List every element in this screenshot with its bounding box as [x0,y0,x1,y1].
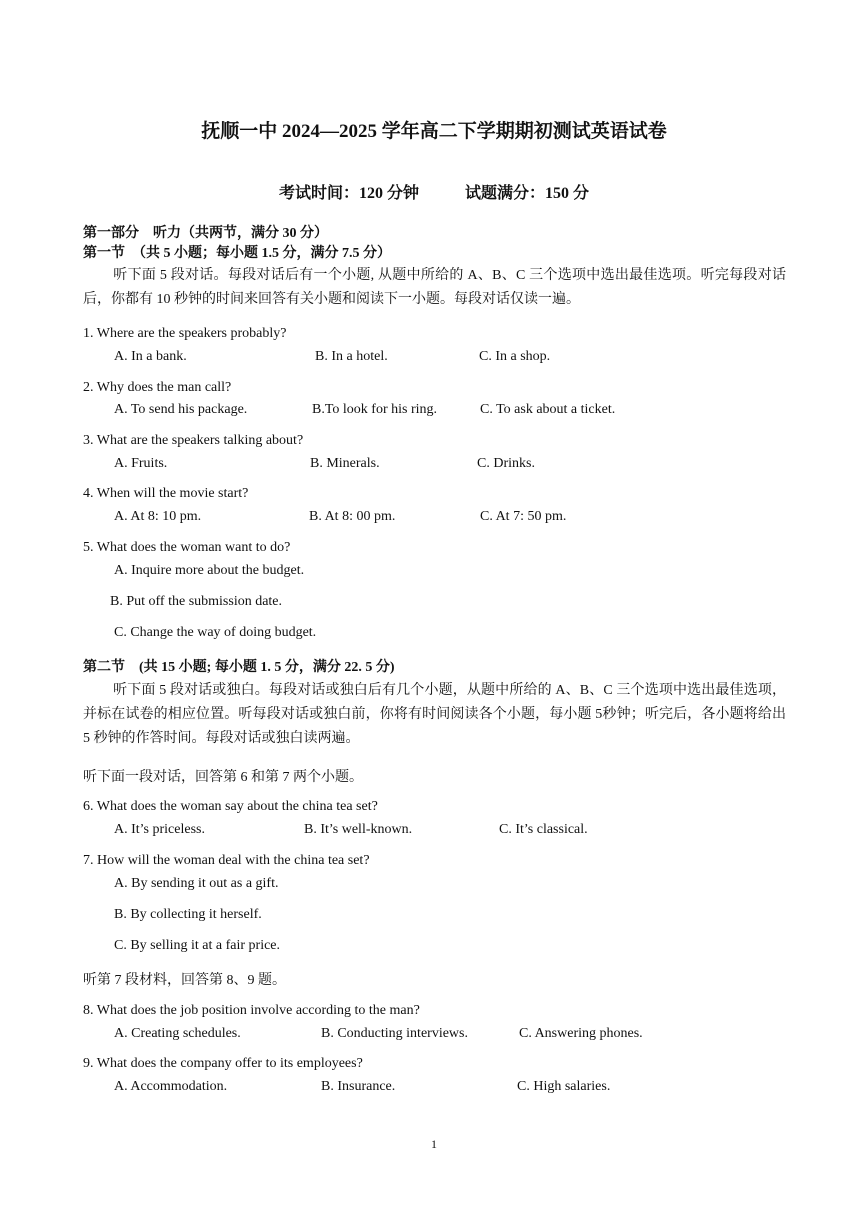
section2-note-1: 听下面一段对话，回答第 6 和第 7 两个小题。 [83,770,363,785]
section2-instruction-text: 听下面 5 段对话或独白。每段对话或独白后有几个小题，从题中所给的 A、B、C 三个选项中选出最佳选项，并标在试卷的相应位置。听每段对话或独白前，你将有时间阅读各个小题，每小题 5秒钟；听完后，各小题将给出 5 秒钟的作答时间。每段对话或独白读两遍。 [83,683,786,746]
option-9a: A. Accommodation. [114,1079,228,1094]
option-8b: B. Conducting interviews. [321,1026,468,1041]
section1-heading: 第一节 （共 5 小题；每小题 1.5 分，满分 7.5 分） [83,246,391,261]
option-3c: C. Drinks. [477,456,535,471]
option-7c: C. By selling it at a fair price. [114,938,281,953]
page-number: 1 [431,1137,437,1151]
option-4b: B. At 8: 00 pm. [309,509,396,524]
option-7a: A. By sending it out as a gift. [114,876,279,891]
section1-instruction [83,264,786,312]
option-7b: B. By collecting it herself. [114,907,262,922]
option-9c: C. High salaries. [517,1079,611,1094]
option-1b: B. In a hotel. [315,349,388,364]
question-6: 6. What does the woman say about the china tea set? [83,799,378,814]
section2-note-2: 听第 7 段材料，回答第 8、9 题。 [83,973,286,988]
question-5: 5. What does the woman want to do? [83,540,291,555]
question-2: 2. Why does the man call? [83,380,232,395]
part1-heading: 第一部分 听力（共两节，满分 30 分） [83,226,328,241]
option-1a: A. In a bank. [114,349,187,364]
option-2a: A. To send his package. [114,402,248,417]
option-3b: B. Minerals. [310,456,380,471]
question-9: 9. What does the company offer to its employees? [83,1056,363,1071]
option-5c: C. Change the way of doing budget. [114,625,317,640]
option-4a: A. At 8: 10 pm. [114,509,202,524]
option-5b: B. Put off the submission date. [110,594,283,609]
question-7: 7. How will the woman deal with the china tea set? [83,853,370,868]
option-5a: A. Inquire more about the budget. [114,563,305,578]
section2-heading: 第二节 (共 15 小题; 每小题 1. 5 分，满分 22. 5 分) [83,660,395,675]
option-4c: C. At 7: 50 pm. [480,509,567,524]
option-6b: B. It’s well-known. [304,822,413,837]
option-8c: C. Answering phones. [519,1026,643,1041]
question-1: 1. Where are the speakers probably? [83,326,287,341]
option-6a: A. It’s priceless. [114,822,205,837]
option-1c: C. In a shop. [479,349,551,364]
option-2b: B.To look for his ring. [312,402,438,417]
exam-title: 抚顺一中 2024—2025 学年高二下学期期初测试英语试卷 [201,121,667,142]
option-6c: C. It’s classical. [499,822,588,837]
option-8a: A. Creating schedules. [114,1026,241,1041]
section2-instruction [83,679,786,751]
question-3: 3. What are the speakers talking about? [83,433,304,448]
full-score: 试题满分：150 分 [465,185,590,202]
option-9b: B. Insurance. [321,1079,396,1094]
question-8: 8. What does the job position involve according to the man? [83,1003,420,1018]
option-2c: C. To ask about a ticket. [480,402,616,417]
exam-time: 考试时间：120 分钟 [278,185,419,202]
question-4: 4. When will the movie start? [83,486,249,501]
option-3a: A. Fruits. [114,456,168,471]
section1-instruction-text: 听下面 5 段对话。每段对话后有一个小题, 从题中所给的 A、B、C 三个选项中选出最佳选项。听完每段对话后，你都有 10 秒钟的时间来回答有关小题和阅读下一小题。每段对话仅读一遍。 [83,268,786,307]
exam-info [0,180,868,203]
